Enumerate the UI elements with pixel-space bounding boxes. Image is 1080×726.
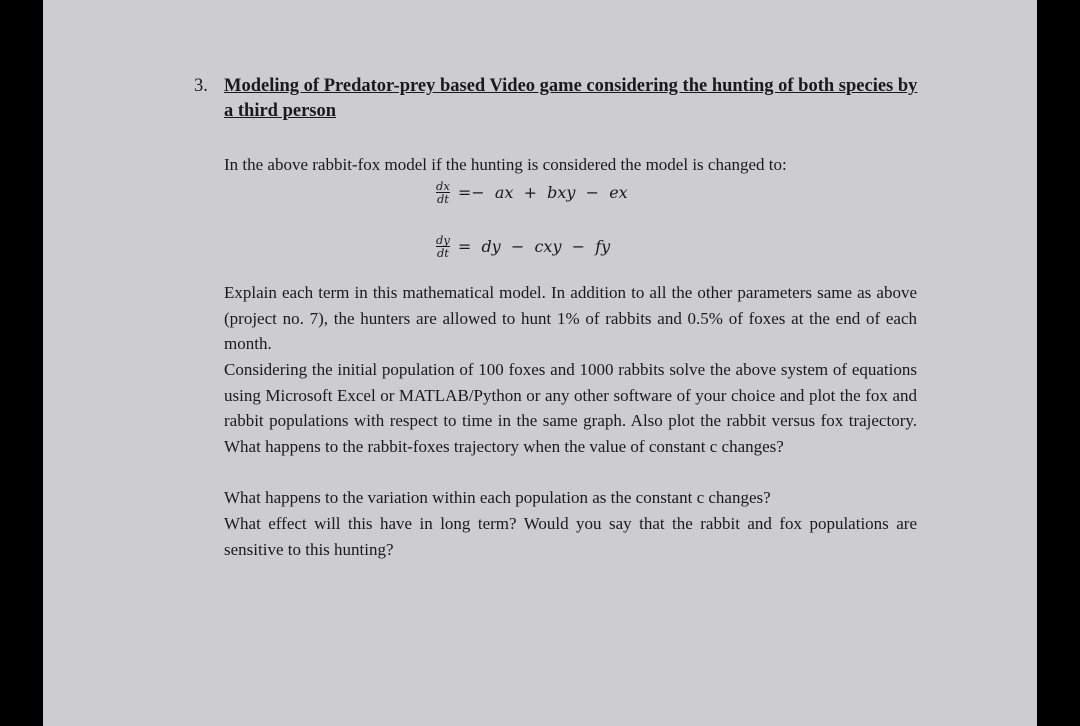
fraction-numerator: dx <box>436 179 450 193</box>
intro-text: In the above rabbit-fox model if the hunting is considered the model is changed to: <box>224 155 787 174</box>
equation-rhs: =− ax + bxy − ex <box>457 183 628 202</box>
equation-dy-dt <box>436 234 610 259</box>
derivative-fraction <box>436 234 450 259</box>
document-page <box>43 0 1037 726</box>
fraction-numerator: dy <box>436 233 450 247</box>
derivative-fraction <box>436 180 450 205</box>
paragraph-variation: What happens to the variation within each population as the constant c changes? <box>224 488 771 507</box>
equation-dx-dt <box>436 180 628 205</box>
fraction-denominator: dt <box>436 246 449 260</box>
paragraph-explain: Explain each term in this mathematical model. In addition to all the other parameters same as above (project no. 7), the hunters are allowed to hunt 1% of rabbits and 0.5% of foxes at the end of each month. <box>224 283 917 354</box>
fraction-denominator: dt <box>436 192 449 206</box>
equation-rhs: = dy − cxy − fy <box>457 237 611 256</box>
problem-title: Modeling of Predator-prey based Video game considering the hunting of both species by a third person <box>224 76 918 121</box>
paragraph-initial-population: Considering the initial population of 100 foxes and 1000 rabbits solve the above system of equations using Microsoft Excel or MATLAB/Python or any other software of your choice and plot the fox and rabbit populations with respect to time in the same graph. Also plot the rabbit versus fox trajectory. What happens to the rabbit-foxes trajectory when the value of constant c changes? <box>224 360 917 456</box>
paragraph-long-term: What effect will this have in long term? Would you say that the rabbit and fox populations are sensitive to this hunting? <box>224 514 917 559</box>
problem-number: 3. <box>194 76 208 96</box>
